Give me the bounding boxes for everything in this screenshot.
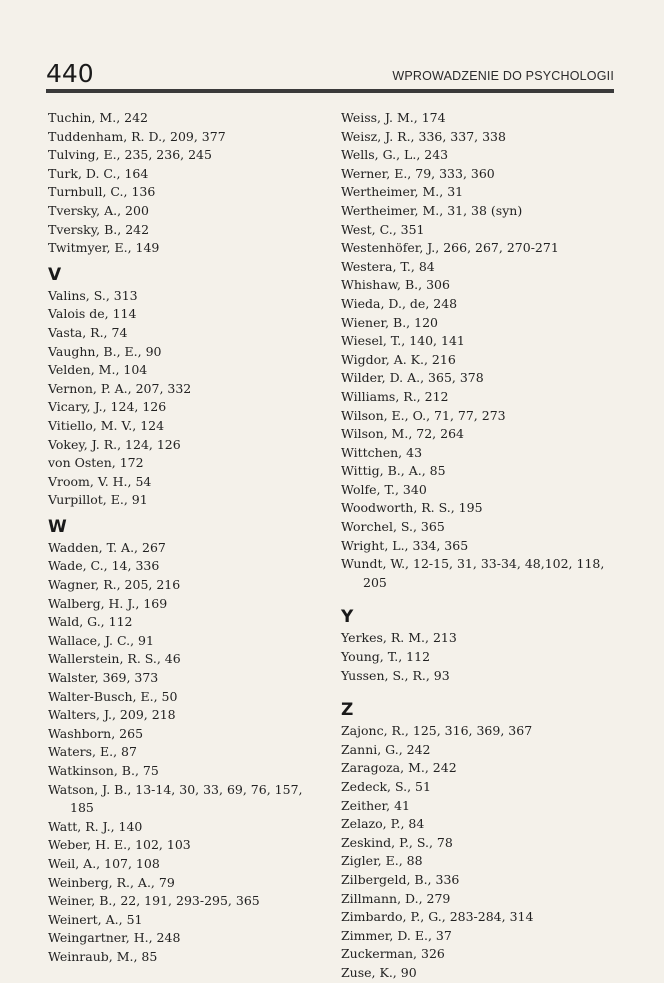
index-entry: Zeither, 41 xyxy=(341,797,411,813)
index-entry: Wundt, W., 12-15, 31, 33-34, 48,102, 118, 205 xyxy=(341,556,605,590)
index-entry: Zuckerman, 326 xyxy=(341,946,445,962)
index-entry: Tuchin, M., 242 xyxy=(48,110,149,125)
index-entry: Weiss, J. M., 174 xyxy=(341,110,446,125)
index-entry: Weinraub, M., 85 xyxy=(48,948,158,964)
index-entry: Velden, M., 104 xyxy=(48,362,148,378)
index-group-w xyxy=(48,539,323,967)
index-entry: Vicary, J., 124, 126 xyxy=(48,399,167,415)
index-entry: Zimmer, D. E., 37 xyxy=(341,927,452,943)
index-entry: Walster, 369, 373 xyxy=(48,670,159,686)
index-entry: Yerkes, R. M., 213 xyxy=(341,630,457,646)
index-entry: Zimbardo, P., G., 283-284, 314 xyxy=(341,909,534,925)
index-entry: Watkinson, B., 75 xyxy=(48,763,159,778)
index-entry: Zuse, K., 90 xyxy=(341,964,417,980)
index-entry: Weingartner, H., 248 xyxy=(48,930,181,946)
index-entry: Tversky, A., 200 xyxy=(48,202,149,218)
index-entry: Wilder, D. A., 365, 378 xyxy=(341,370,484,386)
index-entry: Wells, G., L., 243 xyxy=(341,147,449,163)
index-entry: Valois de, 114 xyxy=(48,306,137,322)
index-entry: Zeskind, P., S., 78 xyxy=(341,834,453,850)
index-entry: Wieda, D., de, 248 xyxy=(341,295,458,311)
index-entry: Wiesel, T., 140, 141 xyxy=(341,333,465,349)
index-entry: Weinert, A., 51 xyxy=(48,911,143,927)
index-entry: Zigler, E., 88 xyxy=(341,853,423,869)
index-entry: Wiener, B., 120 xyxy=(341,314,438,330)
index-group-y xyxy=(341,629,616,685)
index-entry: Werner, E., 79, 333, 360 xyxy=(341,165,495,181)
header-rule xyxy=(46,89,614,93)
index-entry: Wilson, E., O., 71, 77, 273 xyxy=(341,407,506,423)
index-entry: Williams, R., 212 xyxy=(341,388,449,404)
index-entry: Wallerstein, R. S., 46 xyxy=(48,651,181,667)
index-entry: Tulving, E., 235, 236, 245 xyxy=(48,147,212,163)
index-entry: Wigdor, A. K., 216 xyxy=(341,351,456,367)
index-entry: Vernon, P. A., 207, 332 xyxy=(48,380,192,396)
index-entry: Zajonc, R., 125, 316, 369, 367 xyxy=(341,723,533,739)
page-number: 440 xyxy=(46,59,94,88)
index-entry: Weiner, B., 22, 191, 293-295, 365 xyxy=(48,893,260,909)
index-entry: Wittchen, 43 xyxy=(341,444,423,460)
index-entry: Vasta, R., 74 xyxy=(48,324,128,340)
index-letter-z: Z xyxy=(341,700,354,721)
index-entry: Zilbergeld, B., 336 xyxy=(341,871,460,887)
index-entry: Wade, C., 14, 336 xyxy=(48,558,160,574)
index-entry: Watson, J. B., 13-14, 30, 33, 69, 76, 157, 185 xyxy=(48,781,303,816)
index-entry: Weil, A., 107, 108 xyxy=(48,855,160,871)
index-entry: Vroom, V. H., 54 xyxy=(48,473,152,489)
index-entry: Wallace, J. C., 91 xyxy=(48,632,154,648)
running-section-title: WPROWADZENIE DO PSYCHOLOGII xyxy=(392,69,614,83)
index-entry: Whishaw, B., 306 xyxy=(341,277,450,293)
index-entry: Vaughn, B., E., 90 xyxy=(48,343,162,359)
index-group-v xyxy=(48,287,323,510)
index-entry: Woodworth, R. S., 195 xyxy=(341,500,483,516)
index-letter-y: Y xyxy=(341,607,354,628)
index-entry: Tuddenham, R. D., 209, 377 xyxy=(48,128,226,144)
letter-spacer xyxy=(341,685,616,693)
index-entry: Walberg, H. J., 169 xyxy=(48,595,168,611)
index-entry: Zaragoza, M., 242 xyxy=(341,760,457,776)
index-entry: Wright, L., 334, 365 xyxy=(341,537,469,553)
index-entry: Wadden, T. A., 267 xyxy=(48,539,166,555)
index-entry: Westera, T., 84 xyxy=(341,258,435,274)
index-group-w-continued xyxy=(341,109,616,592)
index-group-t xyxy=(48,109,323,258)
index-entry: Zelazo, P., 84 xyxy=(341,816,425,832)
index-entry: Vokey, J. R., 124, 126 xyxy=(48,436,181,452)
index-entry: Twitmyer, E., 149 xyxy=(48,240,160,256)
index-entry: Wolfe, T., 340 xyxy=(341,481,427,497)
index-entry: West, C., 351 xyxy=(341,221,425,237)
index-entry: Tversky, B., 242 xyxy=(48,221,150,237)
index-entry: Zillmann, D., 279 xyxy=(341,890,451,906)
index-entry: Wilson, M., 72, 264 xyxy=(341,426,464,442)
letter-spacer xyxy=(341,592,616,600)
index-entry: Watt, R. J., 140 xyxy=(48,818,143,834)
index-entry: Wertheimer, M., 31, 38 (syn) xyxy=(341,202,523,218)
index-column-right xyxy=(341,109,616,983)
index-entry: Worchel, S., 365 xyxy=(341,519,445,535)
index-entry: Walter-Busch, E., 50 xyxy=(48,688,178,704)
index-letter-w: W xyxy=(48,516,67,537)
index-entry: Turnbull, C., 136 xyxy=(48,184,156,200)
index-entry: Weber, H. E., 102, 103 xyxy=(48,837,191,853)
index-entry: Wald, G., 112 xyxy=(48,614,133,630)
index-entry: Wertheimer, M., 31 xyxy=(341,184,464,200)
index-entry: Young, T., 112 xyxy=(341,649,431,665)
index-entry: Valins, S., 313 xyxy=(48,287,138,303)
index-entry: Walters, J., 209, 218 xyxy=(48,707,176,723)
index-entry: Yussen, S., R., 93 xyxy=(341,667,450,683)
index-entry: Washborn, 265 xyxy=(48,725,144,741)
index-entry: von Osten, 172 xyxy=(48,455,144,471)
index-entry: Wittig, B., A., 85 xyxy=(341,463,446,479)
index-entry: Waters, E., 87 xyxy=(48,744,137,760)
index-entry: Vurpillot, E., 91 xyxy=(48,492,148,508)
index-entry: Weinberg, R., A., 79 xyxy=(48,874,175,890)
index-entry: Vitiello, M. V., 124 xyxy=(48,417,165,433)
index-entry: Weisz, J. R., 336, 337, 338 xyxy=(341,128,506,144)
index-letter-v: V xyxy=(48,264,62,285)
index-entry: Westenhöfer, J., 266, 267, 270-271 xyxy=(341,240,559,256)
index-entry: Zedeck, S., 51 xyxy=(341,779,431,794)
page-header xyxy=(46,60,614,90)
index-group-z xyxy=(341,722,616,982)
index-entry: Wagner, R., 205, 216 xyxy=(48,577,181,593)
index-column-left xyxy=(48,109,323,967)
index-entry: Zanni, G., 242 xyxy=(341,741,431,757)
index-entry: Turk, D. C., 164 xyxy=(48,165,149,181)
